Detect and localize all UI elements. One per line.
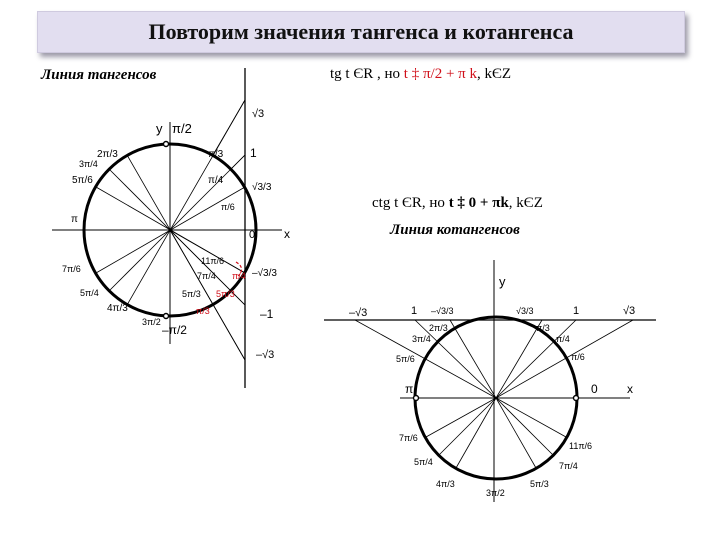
angle-label: 11π/6 — [201, 256, 225, 266]
zero-label: 0 — [591, 382, 598, 396]
angle-label: π/6 — [571, 352, 585, 362]
angle-label: 7π/6 — [62, 264, 81, 274]
cot-value-label: √3/3 — [516, 306, 534, 316]
angle-label: 5π/4 — [414, 457, 433, 467]
point-zero — [574, 396, 579, 401]
angle-label: π/3 — [536, 323, 550, 333]
angle-label: 4π/3 — [107, 303, 128, 314]
angle-label: 2π/3 — [97, 149, 118, 160]
cot-value-label: 1 — [573, 305, 580, 317]
angle-label: π/4 — [556, 334, 570, 344]
angle-label: 7π/4 — [197, 271, 216, 281]
angle-label: π/6 — [221, 202, 235, 212]
angle-label: π/4 — [208, 175, 224, 186]
angle-label: 7π/6 — [399, 433, 418, 443]
angle-label-red: π/4 — [232, 271, 246, 281]
angle-label: 4π/3 — [436, 479, 455, 489]
point-pi — [414, 396, 419, 401]
tan-value-label: –1 — [260, 307, 274, 321]
tan-value-label: √3/3 — [252, 182, 272, 193]
formula-text-1: ctg t ЄR, но — [372, 195, 449, 211]
angle-label: 2π/3 — [429, 323, 448, 333]
angle-label: 3π/2 — [486, 488, 505, 498]
formula-exclusion: t ‡ 0 + πk — [448, 195, 509, 211]
angle-label: π/3 — [208, 149, 224, 160]
angle-label: 5π/6 — [72, 175, 93, 186]
tan-value-label: 1 — [250, 146, 257, 160]
angle-label: 3π/4 — [79, 159, 98, 169]
angle-label-red: π/3 — [196, 306, 210, 316]
point-pi-2 — [164, 142, 169, 147]
tangent-diagram — [52, 68, 282, 388]
cot-value-label: –√3 — [349, 307, 368, 319]
slide-title: Повторим значения тангенса и котангенса — [148, 19, 574, 44]
angle-label: 3π/2 — [142, 317, 161, 327]
angle-label: 5π/6 — [396, 354, 415, 364]
angle-label: 7π/4 — [559, 461, 578, 471]
angle-label: 5π/3 — [530, 479, 549, 489]
point-minus-pi-2 — [164, 314, 169, 319]
axis-x-label: x — [627, 382, 633, 396]
tan-value-label: √3 — [252, 108, 265, 120]
origin-label: 0 — [249, 229, 256, 241]
formula-exclusion: t ‡ π/2 + π k — [403, 66, 477, 82]
formula-text-1: tg t ЄR , но — [330, 66, 404, 82]
axis-y-label: y — [499, 274, 506, 289]
angle-label: 11π/6 — [569, 441, 593, 451]
cotangent-diagram — [324, 260, 656, 502]
cotangent-line-heading: Линия котангенсов — [390, 222, 520, 238]
angle-label: 5π/4 — [80, 288, 99, 298]
axis-x-label: x — [284, 227, 290, 241]
angle-label-red: 5π/3 — [216, 289, 235, 299]
angle-label: 5π/3 — [182, 289, 201, 299]
axis-y-label: y — [156, 121, 163, 136]
cot-value-label: 1 — [411, 305, 418, 317]
bottom-label: –π/2 — [162, 323, 187, 337]
formula-text-2: , kЄZ — [476, 66, 512, 82]
tan-value-label: –√3 — [256, 349, 275, 361]
cot-value-label: –√3/3 — [431, 306, 454, 316]
pi-label: π — [71, 214, 78, 225]
cotangent-labels — [349, 274, 635, 498]
cot-value-label: √3 — [623, 305, 636, 317]
angle-label: 3π/4 — [412, 334, 431, 344]
tangent-line-heading: Линия тангенсов — [41, 67, 157, 83]
top-label: π/2 — [172, 121, 192, 136]
formula-text-2: , kЄZ — [508, 195, 543, 211]
pi-label: π — [405, 382, 414, 396]
tan-value-label: –√3/3 — [252, 268, 277, 279]
